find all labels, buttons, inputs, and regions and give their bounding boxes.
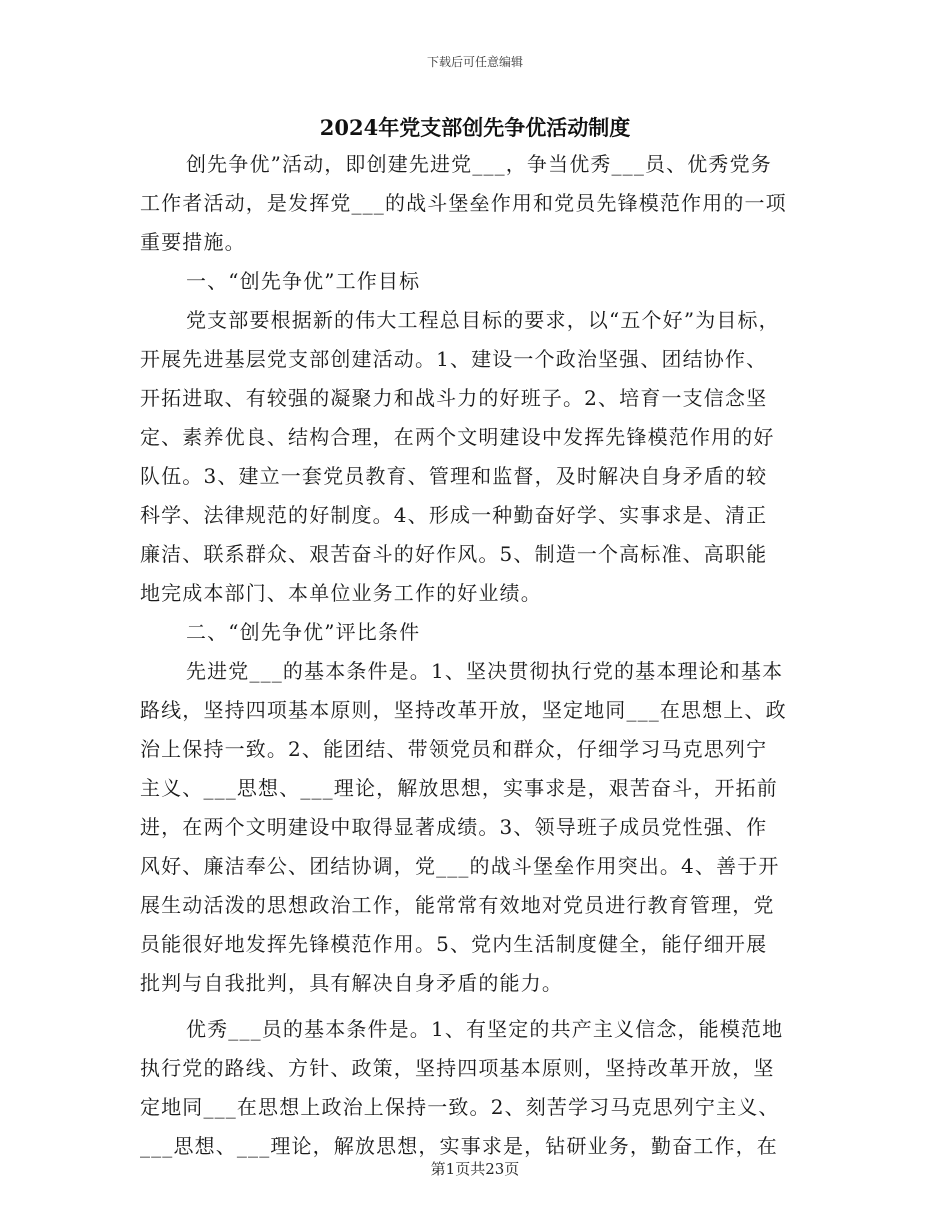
body-line: 定、素养优良、结构合理，在两个文明建设中发挥先锋模范作用的好 [140,425,775,449]
body-line: 党支部要根据新的伟大工程总目标的要求，以“五个好”为目标， [186,308,780,332]
section-heading-goals: 一、“创先争优”工作目标 [186,269,421,293]
body-line: 开拓进取、有较强的凝聚力和战斗力的好班子。2、培育一支信念坚 [140,386,768,410]
body-line: 员能很好地发挥先锋模范作用。5、党内生活制度健全，能仔细开展 [140,932,768,956]
body-line: 科学、法律规范的好制度。4、形成一种勤奋好学、实事求是、清正 [140,503,768,527]
page-header-note: 下载后可任意编辑 [426,55,523,69]
body-line: 定地同___在思想上政治上保持一致。2、刻苦学习马克思列宁主义、 [140,1095,780,1119]
body-line: 路线，坚持四项基本原则，坚持改革开放，坚定地同___在思想上、政 [140,698,787,722]
section-heading-criteria: 二、“创先争优”评比条件 [186,620,421,644]
body-line: 治上保持一致。2、能团结、带领党员和群众，仔细学习马克思列宁 [140,737,768,761]
body-line: 创先争优”活动，即创建先进党___，争当优秀___员、优秀党务 [186,152,772,176]
body-line: 进，在两个文明建设中取得显著成绩。3、领导班子成员党性强、作 [140,815,768,839]
body-line: 重要措施。 [140,230,246,254]
body-line: 展生动活泼的思想政治工作，能常常有效地对党员进行教育管理，党 [140,893,775,917]
body-line: 地完成本部门、本单位业务工作的好业绩。 [140,581,542,605]
body-line: 批判与自我批判，具有解决自身矛盾的能力。 [140,971,563,995]
body-line: 先进党___的基本条件是。1、坚决贯彻执行党的基本理论和基本 [186,659,784,683]
body-line: 执行党的路线、方针、政策，坚持四项基本原则，坚持改革开放，坚 [140,1056,775,1080]
body-line: 工作者活动，是发挥党___的战斗堡垒作用和党员先锋模范作用的一项 [140,191,787,215]
body-line: 开展先进基层党支部创建活动。1、建设一个政治坚强、团结协作、 [140,347,768,371]
body-line: 主义、___思想、___理论，解放思想，实事求是，艰苦奋斗，开拓前 [140,776,778,800]
document-title: 2024年党支部创先争优活动制度 [319,115,631,140]
page-number: 第1页共23页 [430,1160,520,1178]
body-line: 队伍。3、建立一套党员教育、管理和监督，及时解决自身矛盾的较 [140,464,768,488]
body-line: 廉洁、联系群众、艰苦奋斗的好作风。5、制造一个高标准、高职能 [140,542,768,566]
paragraph-gap [140,1003,806,1010]
body-line: ___思想、___理论，解放思想，实事求是，钻研业务，勤奋工作，在 [140,1134,778,1158]
document-body [140,145,806,1166]
body-line: 优秀___员的基本条件是。1、有坚定的共产主义信念，能模范地 [186,1017,784,1041]
body-line: 风好、廉洁奉公、团结协调，党___的战斗堡垒作用突出。4、善于开 [140,854,780,878]
